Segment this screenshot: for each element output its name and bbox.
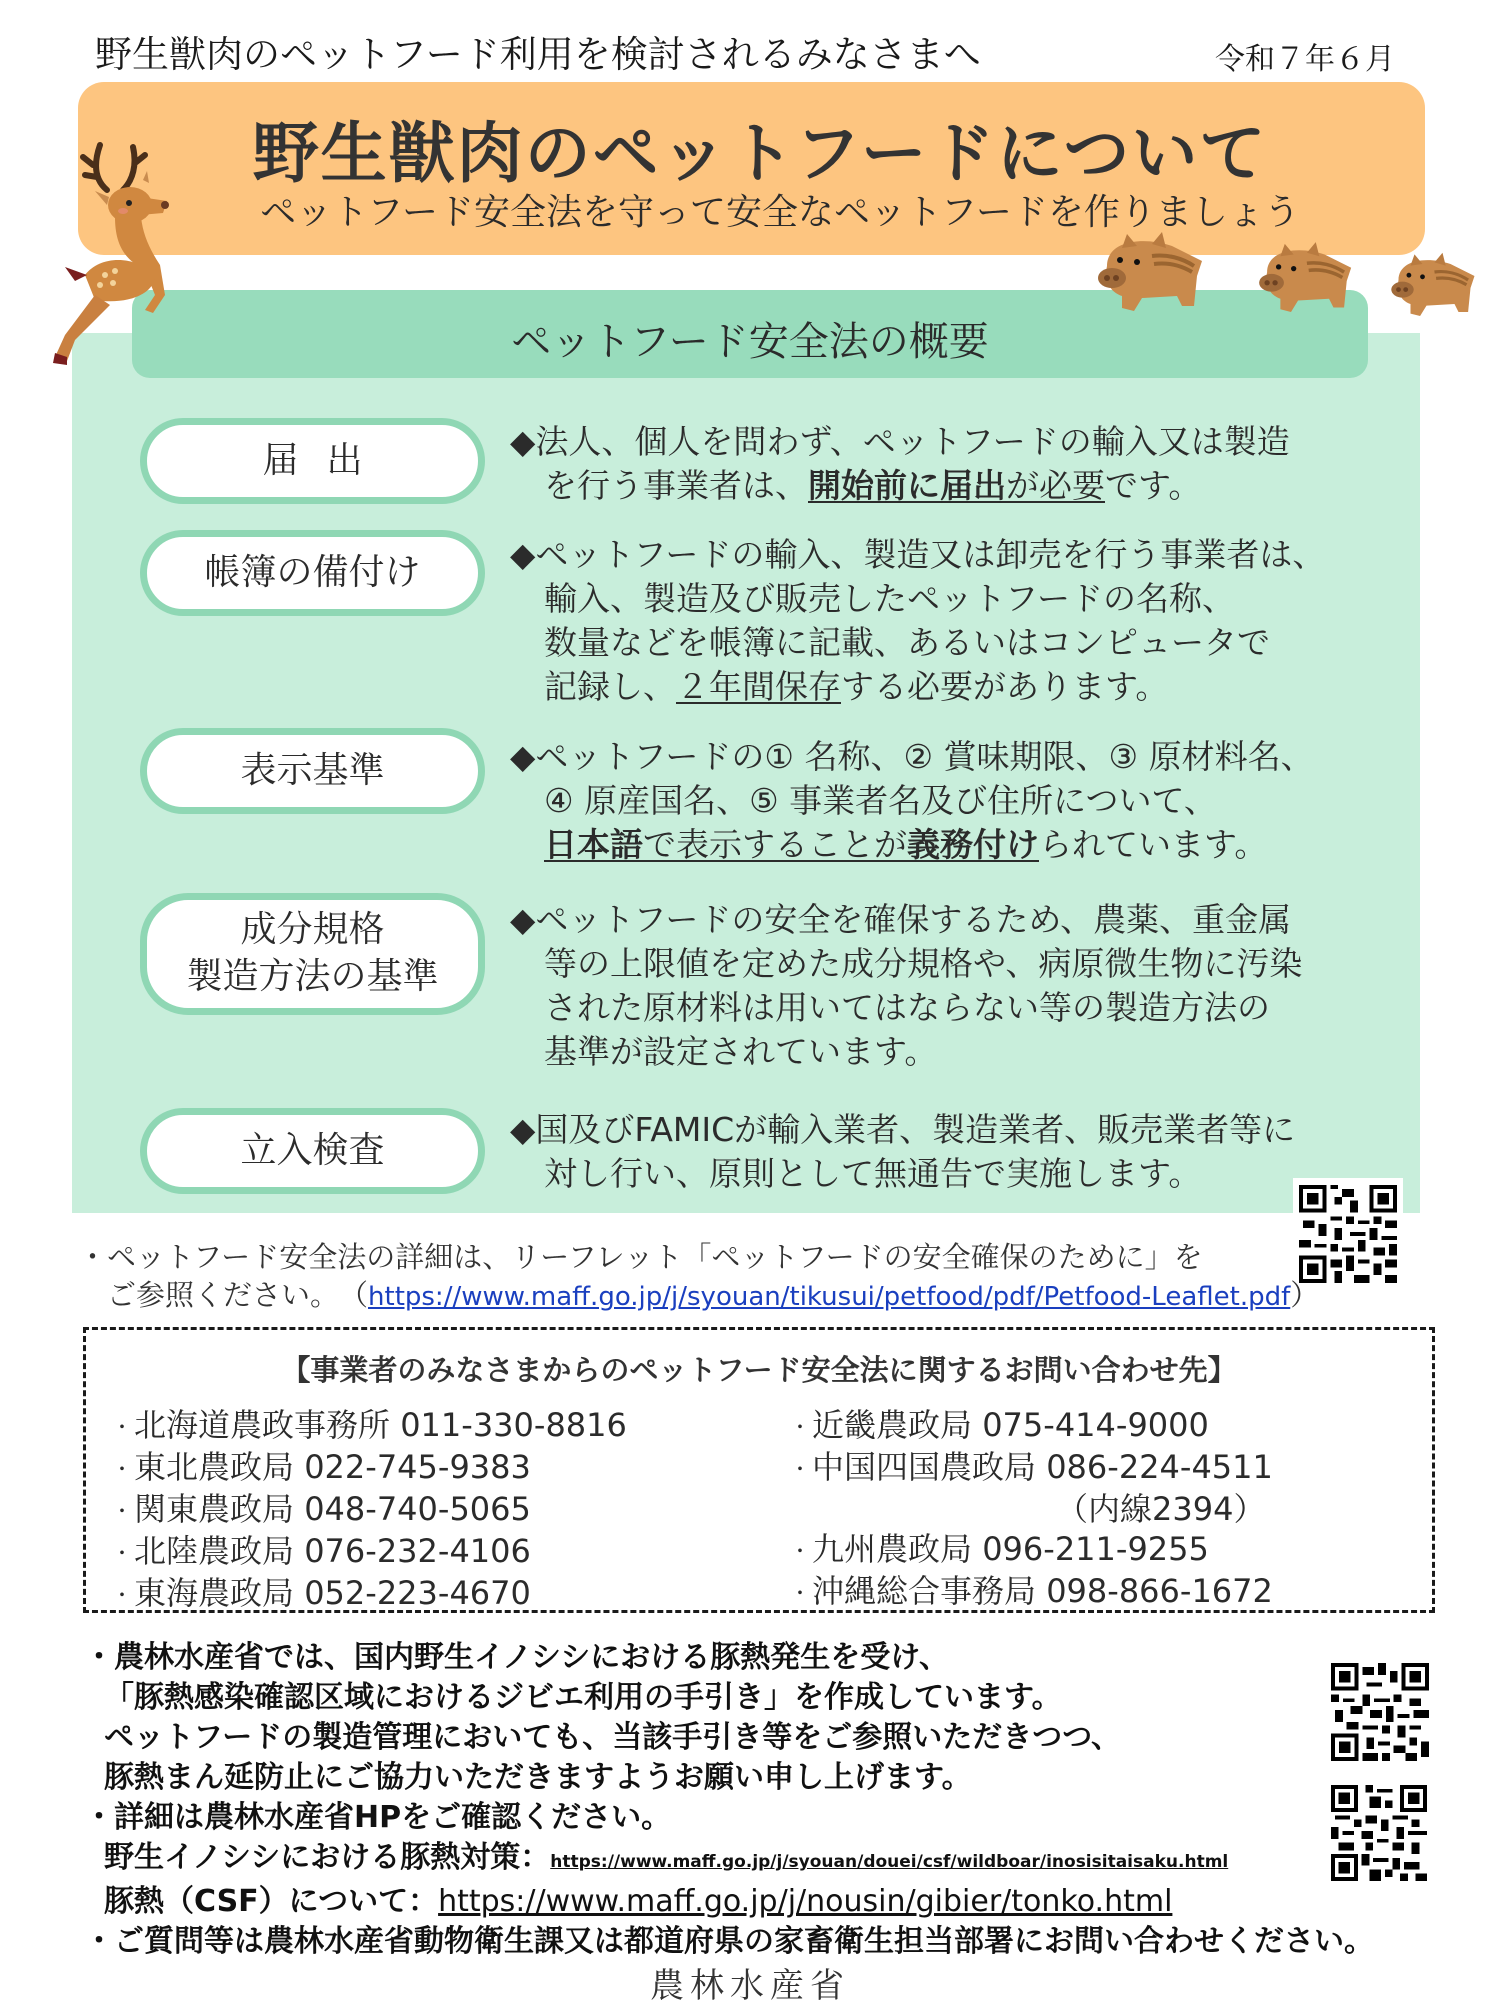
office-phone[interactable]: 076-232-4106 [304,1532,531,1570]
page-subtitle: ペットフード安全法を守って安全なペットフードを作りましょう [260,192,1300,233]
office-name: 東北農政局 [134,1448,295,1486]
description-line: ◆法人、個人を問わず、ペットフードの輸入又は製造 [510,422,1290,461]
contact-row: ・北海道農政事務所 011-330-8816 [112,1406,627,1444]
label-composition-standards [140,893,485,1015]
qr-code-icon [1331,1784,1427,1882]
office-phone[interactable]: 052-223-4670 [304,1574,531,1612]
description-line: を行う事業者は、開始前に届出が必要です。 [544,466,1202,505]
contact-row: ・関東農政局 048-740-5065 [112,1490,531,1528]
csf-line3: ペットフードの製造管理においても、当該手引き等をご参照いただきつつ、 [104,1720,1121,1755]
office-phone[interactable]: 086-224-4511 [1046,1448,1273,1486]
label-text: 帳簿の備付け [204,551,421,593]
leaflet-note-line2-prefix: ご参照ください。 （ [78,1278,369,1312]
csf-line2: 「豚熱感染確認区域におけるジビエ利用の手引き」を作成しています。 [104,1680,1062,1715]
label-text-line1: 成分規格 [240,909,385,951]
description-line: ◆ペットフードの輸入、製造又は卸売を行う事業者は、 [510,535,1326,574]
office-name: 中国四国農政局 [812,1448,1037,1486]
office-phone[interactable]: 011-330-8816 [400,1406,627,1444]
office-phone[interactable]: 096-211-9255 [982,1530,1209,1568]
label-text: 届出 [262,439,391,481]
description-composition-standards [510,898,1410,1074]
description-line: ◆ペットフードの安全を確保するため、農薬、重金属 [510,900,1292,939]
contact-list-right [790,1405,1273,1613]
contact-row: ・近畿農政局 075-414-9000 [790,1406,1209,1444]
ministry-name: 農林水産省 [650,1966,850,2000]
label-labeling-standards [140,728,485,814]
leaflet-note-line2-suffix: ） [1290,1278,1320,1312]
office-phone[interactable]: 022-745-9383 [304,1448,531,1486]
description-line: された原材料は用いてはならない等の製造方法の [544,988,1270,1027]
description-line: 日本語で表示することが義務付けられています。 [544,825,1268,864]
audience-line: 野生獣肉のペットフード利用を検討されるみなさまへ [95,33,981,76]
overview-title: ペットフード安全法の概要 [511,319,989,365]
description-line: ④ 原産国名、⑤ 事業者名及び住所について、 [544,781,1217,820]
office-name: 北海道農政事務所 [134,1406,391,1444]
contact-row: ・中国四国農政局 086-224-4511 [790,1448,1273,1486]
qr-code-icon [1331,1662,1429,1762]
wild-boar-icon [1378,248,1483,328]
description-line: 記録し、２年間保存する必要があります。 [544,667,1169,706]
csf-gibier-link[interactable]: https://www.maff.go.jp/j/nousin/gibier/tonko.html [438,1884,1173,1919]
csf-line1: ・農林水産省では、国内野生イノシシにおける豚熱発生を受け、 [84,1640,950,1675]
contact-extension: （内線2394） [1056,1490,1266,1528]
wildboar-qr-code[interactable] [1325,1656,1435,1768]
wildboar-csf-link[interactable]: https://www.maff.go.jp/j/syouan/douei/csf/wildboar/inosisitaisaku.html [550,1852,1229,1872]
issue-date: 令和７年６月 [1215,42,1395,77]
csf-line5: ・詳細は農林水産省HPをご確認ください。 [84,1800,672,1835]
description-line: 対し行い、原則として無通告で実施します。 [544,1154,1202,1193]
leaflet-link[interactable]: https://www.maff.go.jp/j/syouan/tikusui/petfood/pdf/Petfood-Leaflet.pdf [368,1282,1291,1312]
description-inspection [510,1108,1410,1196]
wild-boar-icon [1082,226,1212,326]
office-name: 東海農政局 [134,1574,295,1612]
label-text: 表示基準 [240,749,385,791]
office-phone[interactable]: 075-414-9000 [982,1406,1209,1444]
contact-list-left [112,1405,627,1615]
description-line: 基準が設定されています。 [544,1032,938,1071]
label-notification [140,418,485,504]
contact-row: ・北陸農政局 076-232-4106 [112,1532,531,1570]
label-record-keeping [140,530,485,616]
leaflet-note [78,1238,1319,1316]
description-labeling-standards [510,735,1410,867]
office-name: 沖縄総合事務局 [812,1572,1037,1610]
office-name: 関東農政局 [134,1490,295,1528]
wild-boar-icon [1245,236,1360,326]
description-line: 輸入、製造及び販売したペットフードの名称、 [544,579,1236,618]
contact-row: ・東海農政局 052-223-4670 [112,1574,531,1612]
csf-qr-code[interactable] [1325,1778,1433,1888]
csf-link-label: 豚熱（CSF）について： [104,1884,439,1919]
label-text-line2: 製造方法の基準 [186,956,439,997]
office-name: 九州農政局 [812,1530,973,1568]
description-line: 等の上限値を定めた成分規格や、病原微生物に汚染 [544,944,1303,983]
contact-row: ・沖縄総合事務局 098-866-1672 [790,1572,1273,1610]
description-notification [510,420,1410,508]
wildboar-link-label: 野生イノシシにおける豚熱対策： [104,1840,551,1875]
contact-row: ・東北農政局 022-745-9383 [112,1448,531,1486]
csf-line4: 豚熱まん延防止にご協力いただきますようお願い申し上げます。 [104,1760,972,1795]
office-name: 北陸農政局 [134,1532,295,1570]
csf-line6: ・ご質問等は農林水産省動物衛生課又は都道府県の家畜衛生担当部署にお問い合わせください。 [84,1924,1374,1959]
label-text: 立入検査 [240,1129,385,1171]
csf-notice [84,1638,1374,1962]
description-line: ◆国及びFAMICが輸入業者、製造業者、販売業者等に [510,1110,1296,1149]
label-inspection [140,1108,485,1194]
office-phone[interactable]: 048-740-5065 [304,1490,531,1528]
office-phone[interactable]: 098-866-1672 [1046,1572,1273,1610]
deer-icon [45,135,205,365]
leaflet-note-line1: ・ペットフード安全法の詳細は、リーフレット「ペットフードの安全確保のために」を [78,1240,1203,1274]
contact-title: 【事業者のみなさまからのペットフード安全法に関するお問い合わせ先】 [281,1353,1237,1387]
description-line: 数量などを帳簿に記載、あるいはコンピュータで [544,623,1270,662]
page-title: 野生獣肉のペットフードについて [252,115,1268,192]
contact-row: ・九州農政局 096-211-9255 [790,1530,1209,1568]
description-line: ◆ペットフードの① 名称、② 賞味期限、③ 原材料名、 [510,737,1314,776]
description-record-keeping [510,533,1410,709]
office-name: 近畿農政局 [812,1406,973,1444]
